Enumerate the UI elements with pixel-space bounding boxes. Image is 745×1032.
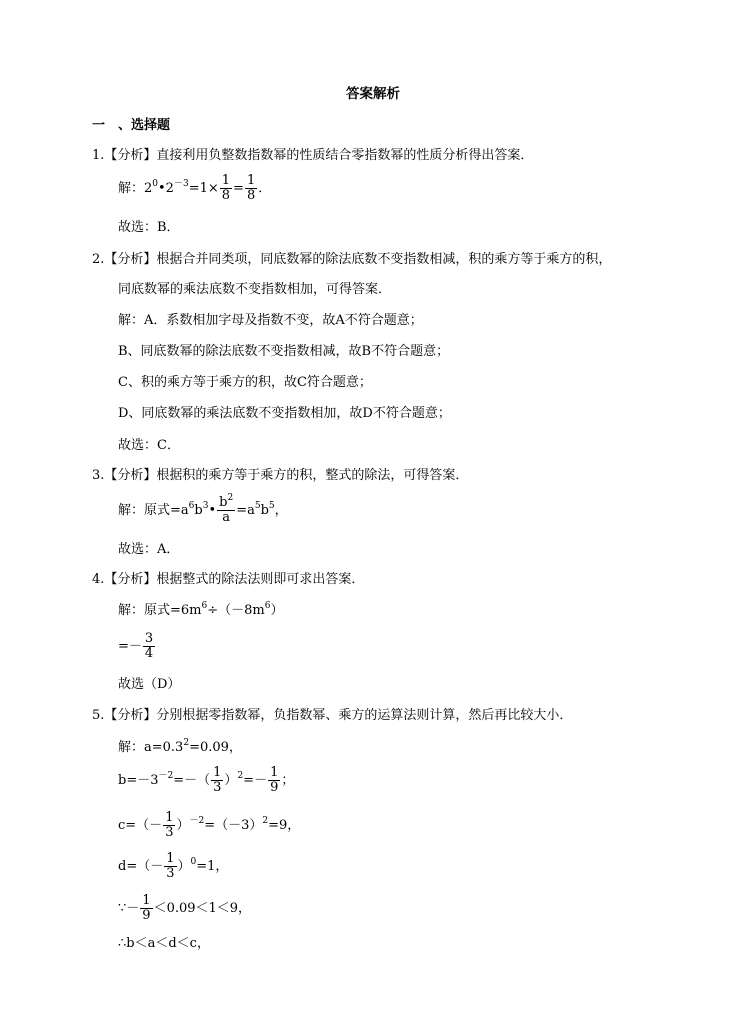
q4-result: =－ $\frac{3}{4}$ — [118, 631, 154, 661]
q5-line-c: c=（－ $\frac{1}{3}$ ）$^{-2}=(-3)^2=9$， — [118, 810, 301, 840]
section-number: 一 — [92, 118, 106, 133]
fraction: $\frac{1}{3}$ — [165, 810, 174, 840]
q5-analysis: 5.【分析】分别根据零指数幂，负指数幂、乘方的运算法则计算，然后再比较大小． — [92, 708, 573, 723]
section-label: 、选择题 — [118, 118, 171, 133]
q3-analysis: 3.【分析】根据积的乘方等于乘方的积，整式的除法，可得答案． — [92, 468, 469, 483]
q2-answer: 故选：C． — [118, 438, 180, 453]
q1-analysis: 1.【分析】直接利用负整数指数幂的性质结合零指数幂的性质分析得出答案． — [92, 148, 534, 163]
q5-line-b: $b=-3^{-2}=-$（ $\frac{1}{3}$ ）$^2$=－ $\frac{1}{9}$ ； — [118, 765, 295, 795]
q4-analysis: 4.【分析】根据整式的除法法则即可求出答案． — [92, 572, 365, 587]
q1-solution: 解：$2^0•2^{-3}=1\times$ $\frac{1}{8}$ = $\frac{1}{8}$ ． — [118, 173, 272, 203]
q5-line-a: 解：$a=0.3^2=0.09$， — [118, 738, 242, 755]
q4-solution: 解：原式$=6m^6\div(-8m^6)$ — [118, 601, 284, 618]
q2-analysis-cont: 同底数幂的乘法底数不变指数相加，可得答案． — [118, 282, 392, 297]
page-title: 答案解析 — [346, 86, 400, 102]
fraction: $\frac{3}{4}$ — [144, 631, 154, 661]
q4-answer: 故选（D） — [118, 677, 181, 692]
q2-option-c: C、积的乘方等于乘方的积，故C符合题意； — [118, 375, 372, 390]
fraction: $\frac{1}{8}$ — [221, 173, 231, 203]
q5-conclusion: ∴b＜a＜d＜c， — [118, 936, 210, 951]
fraction: $\frac{b^2}{a}$ — [219, 493, 234, 525]
q2-option-b: B、同底数幂的除法底数不变指数相减，故B不符合题意； — [118, 344, 450, 359]
q3-answer: 故选：A． — [118, 542, 180, 557]
q5-line-compare: ∵－ $\frac{1}{9}$ ＜0.09＜1＜9， — [118, 893, 252, 923]
q3-solution: 解：原式$=a^6b^3•$ $\frac{b^2}{a}$ $=a^5b^5$， — [118, 493, 288, 525]
q5-line-d: d=（－ $\frac{1}{3}$ ）$^0$=1， — [118, 851, 229, 881]
fraction: $\frac{1}{3}$ — [213, 765, 222, 795]
q2-option-a: 解：A．系数相加字母及指数不变，故A不符合题意； — [118, 313, 423, 328]
q1-answer: 故选：B． — [118, 220, 180, 235]
fraction: $\frac{1}{8}$ — [246, 173, 256, 203]
q2-analysis: 2.【分析】根据合并同类项，同底数幂的除法底数不变指数相减，积的乘方等于乘方的积， — [92, 252, 612, 267]
fraction: $\frac{1}{3}$ — [166, 851, 175, 881]
fraction: $\frac{1}{9}$ — [270, 765, 279, 795]
q2-option-d: D、同底数幂的乘法底数不变指数相加，故D不符合题意； — [118, 406, 451, 421]
fraction: $\frac{1}{9}$ — [142, 893, 151, 923]
